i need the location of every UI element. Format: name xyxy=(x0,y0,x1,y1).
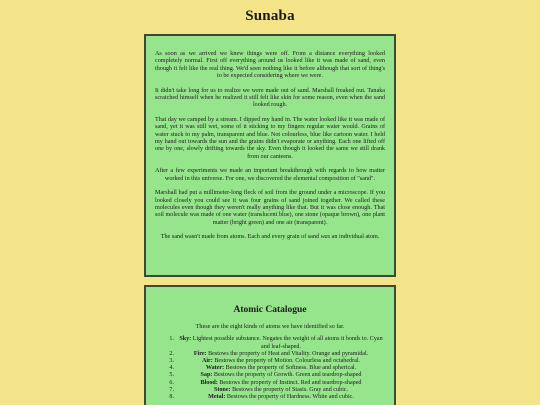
final-text-after: an individual atom. xyxy=(330,234,380,241)
atom-body xyxy=(177,387,385,394)
atom-item-stone xyxy=(155,387,385,394)
atom-item-sky xyxy=(155,336,385,350)
atom-body xyxy=(177,394,385,401)
atom-desc: Bestows the property of Softness. Blue and spherical. xyxy=(225,365,357,372)
atom-number: 8. xyxy=(169,394,174,401)
atom-desc: Lightest possible substance. Negates the weight of all atoms it bonds to. Cyan and leaf-shaped. xyxy=(192,336,383,350)
atom-name: Blood: xyxy=(200,379,218,386)
atom-number: 2. xyxy=(169,350,174,357)
story-panel xyxy=(144,34,396,277)
atom-number: 3. xyxy=(169,358,174,365)
catalogue-title: Atomic Catalogue xyxy=(233,305,307,315)
atom-body xyxy=(177,336,385,350)
atom-item-sap xyxy=(155,372,385,379)
atom-desc: Bestows the property of Stasis. Gray and cubic. xyxy=(232,386,349,393)
atom-body xyxy=(177,380,385,387)
atom-name: Metal: xyxy=(208,394,226,401)
story-paragraph: After a few experiments we made an important breakthrough with regards to how matter worked in this universe. For one, we discovered the elemental composition of "sand". xyxy=(155,168,385,182)
atom-number: 5. xyxy=(169,372,174,379)
atom-item-metal xyxy=(155,394,385,401)
catalogue-panel xyxy=(144,285,396,405)
story-paragraph: It didn't take long for us to realize we were made out of sand. Marshall freaked out. Tanaka scratched himself when he realized it still felt like skin for some reason, even when the sand looked rough. xyxy=(155,87,385,109)
atom-name: Water: xyxy=(205,365,225,372)
final-text-before: The sand wasn't made from atoms. Each and every grain of sand xyxy=(160,234,321,241)
atom-desc: Bestows the property of Motion. Colourless and octahedral. xyxy=(214,358,361,365)
atom-item-fire xyxy=(155,351,385,358)
final-text-emphasis: was xyxy=(320,234,331,241)
story-paragraph: Marshall had put a millimeter-long fleck of soil from the ground under a microscope. If you looked closely you could see it was four grains of sand joined together. We called these molecules even though they weren't really anything like that. But it was close enough. That soil molecule was made of one water (translucent blue), one stone (opaque brown), one plant matter (bright green) and one air (transparent). xyxy=(155,190,385,226)
story-paragraph: As soon as we arrived we knew things were off. From a distance everything looked completely normal. First off everything around us looked like it was made of sand, even though it felt like the real thing. We'd seen nothing like it before although that sort of thing's to be expected considering where we were. xyxy=(155,51,385,80)
atom-name: Air: xyxy=(201,358,213,365)
page-title: Sunaba xyxy=(245,8,295,24)
atom-number: 7. xyxy=(169,386,174,393)
atom-number: 6. xyxy=(169,379,174,386)
atom-number: 1. xyxy=(169,336,174,343)
atom-name: Sap: xyxy=(200,372,213,379)
atom-desc: Bestows the property of Hardness. White and cubic. xyxy=(226,394,354,401)
atom-body xyxy=(177,351,385,358)
atom-desc: Bestows the property of Instinct. Red and teardrop-shaped xyxy=(219,379,362,386)
atom-item-blood xyxy=(155,380,385,387)
atom-name: Sky: xyxy=(179,336,192,343)
atom-body xyxy=(177,372,385,379)
catalogue-intro: These are the eight kinds of atoms we have identified so far. xyxy=(195,323,345,330)
atom-name: Stone: xyxy=(213,386,231,393)
story-paragraph-final xyxy=(155,234,385,241)
atom-list xyxy=(155,336,385,401)
atom-number: 4. xyxy=(169,365,174,372)
story-paragraph: That day we camped by a stream. I dipped my hand in. The water looked like it was made of sand, yet it was still wet, some of it sticking to my fingers regular water would. Grains of water stuck to my palm, transparent and blue. Not colourless, blue like cartoon water. I held my hand out towards the sun and the grains didn't evaporate or anything. Each one lifted off one by one, slowly drifting towards the sky. Even though it looked the same we still drank from our canteens. xyxy=(155,116,385,160)
atom-name: Fire: xyxy=(193,350,207,357)
atom-desc: Bestows the property of Heat and Vitality. Orange and pyramidal. xyxy=(208,350,369,357)
atom-desc: Bestows the property of Growth. Green and teardrop-shaped xyxy=(213,372,362,379)
